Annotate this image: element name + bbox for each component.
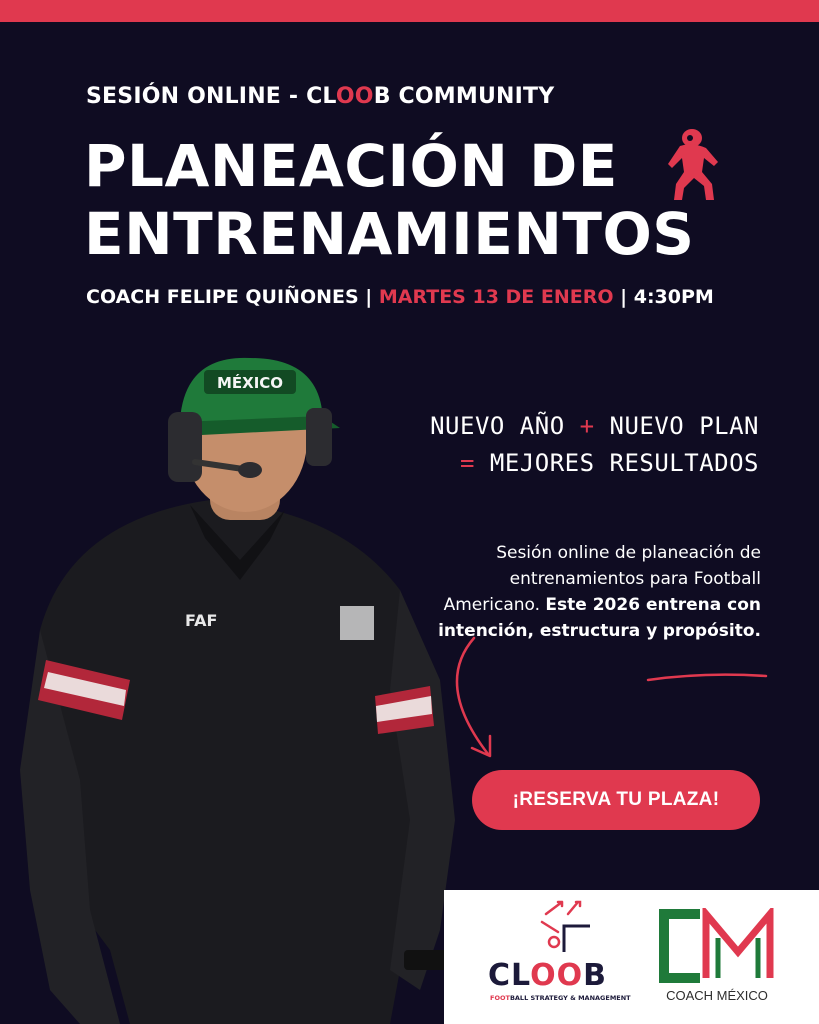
coach-photo [10, 350, 460, 1024]
title-line-1: PLANEACIÓN DE [84, 132, 618, 200]
session-date: MARTES 13 DE ENERO [378, 286, 614, 308]
cloob-tagline: FOOTBALL STRATEGY & MANAGEMENT [490, 994, 631, 1002]
reserve-button[interactable]: ¡RESERVA TU PLAZA! [472, 770, 760, 830]
cap-text: MÉXICO [216, 374, 284, 392]
cloob-wordmark: CLOOB [488, 958, 607, 993]
session-info: COACH FELIPE QUIÑONES | MARTES 13 DE ENERO | 4:30PM [86, 286, 714, 308]
football-player-icon [662, 128, 732, 202]
coach-mexico-logo-icon [656, 908, 776, 984]
underline-swoosh [644, 670, 770, 684]
session-time: 4:30PM [633, 286, 714, 308]
coach-name: COACH FELIPE QUIÑONES [86, 286, 359, 308]
page-title [84, 132, 695, 268]
event-kicker: SESIÓN ONLINE - CLOOB COMMUNITY [86, 84, 555, 109]
coach-mexico-label: COACH MÉXICO [666, 988, 768, 1003]
top-accent-bar [0, 0, 819, 22]
faf-logo: FAF [185, 611, 218, 630]
title-line-2: ENTRENAMIENTOS [84, 200, 695, 268]
tagline-equation: NUEVO AÑO + NUEVO PLAN = MEJORES RESULTADOS [430, 412, 759, 477]
session-description: Sesión online de planeación de entrenamientos para Football Americano. Este 2026 entrena con intención, estructura y propósito. [438, 543, 761, 641]
curved-arrow-icon [440, 634, 510, 764]
